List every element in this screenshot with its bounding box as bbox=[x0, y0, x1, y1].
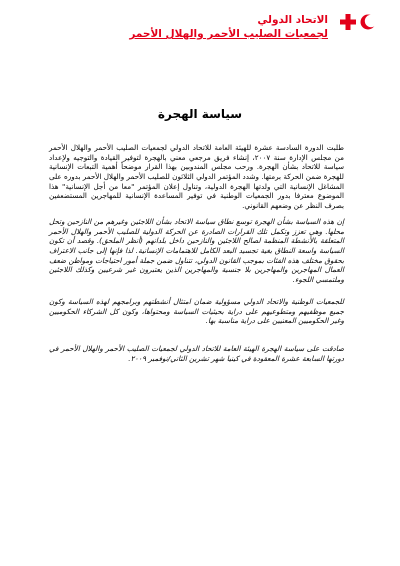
paragraph-4: صادقت على سياسة الهجرة الهيئة العامة للاتحاد الدولي لجمعيات الصليب الأحمر والهلال الأحمر في دورتها السابعة عشرة المعقودة في كينيا شهر تشرين الثاني/نوفمبر ٢٠٠٩. bbox=[49, 344, 344, 363]
red-crescent-emblem-icon bbox=[360, 14, 376, 34]
org-name-line2: لجمعيات الصليب الأحمر والهلال الأحمر bbox=[129, 28, 328, 40]
paragraph-3: للجمعيات الوطنية والاتحاد الدولي مسؤولية ضمان امتثال أنشطتهم وبرامجهم لهذه السياسة وكون جميع موظفيهم ومتطوعيهم على دراية بحيثيات السياسة ومحتواها، وكون كل الشركاء الحكوميين وغير الحكوميين المعنيين على دراية مناسبة بها. bbox=[49, 297, 344, 326]
document-title: سياسة الهجرة bbox=[157, 107, 243, 121]
org-name-line1: الاتحاد الدولي bbox=[257, 14, 328, 26]
paragraph-1: طلبت الدورة السادسة عشرة للهيئة العامة للاتحاد الدولي لجمعيات الصليب الأحمر والهلال الأحمر من مجلس الإدارة سنة ٢٠٠٧، إنشاء فريق مرجعي معني بالهجرة لتوفير القيادة والتوجيه ولإعداد سياسة للاتحاد بشأن الهجرة. ورحب مجلس المندوبين بهذا القرار موضحاً أهمية التبعات الإنسانية للهجرة ضمن الحركة برمتها. وشدد المؤتمر الدولي الثلاثون للصليب الأحمر والهلال الأحمر بدوره على المشاغل الإنسانية التي ولدتها الهجرة الدولية، وتناول إعلان المؤتمر "معا من أجل الإنسانية" هذا الموضوع معترفا بدور الجمعيات الوطنية في توفير المساعدة الإنسانية للمهاجرين المستضعفين بصرف النظر عن وضعهم القانوني. bbox=[49, 143, 345, 210]
red-cross-emblem-icon bbox=[340, 14, 356, 34]
paragraph-2: إن هذه السياسة بشأن الهجرة توسع نطاق سياسة الاتحاد بشأن اللاجئين وغيرهم من النازحين وتحل محلها. وهي تعزز وتكمل تلك القرارات الصادرة عن الحركة الدولية للصليب الأحمر والهلال الأحمر المتعلقة بالأنشطة المنظمة لصالح اللاجئين والنازحين داخل بلدانهم (أنظر الملحق). وقصد أن تكون السياسة واسعة النطاق بغية تجسيد البعد الكامل للاهتمامات الإنسانية. لذا فإنها إلى جانب الاعتراف بحقوق مختلف هذه الفئات بموجب القانون الدولي، تتناول ضمن جملة أمور احتياجات ومواطن ضعف العمال المهاجرين والمهاجرين بلا جنسية والمهاجرين الذين يعتبرون غير شرعيين وكذلك اللاجئين وملتمسي اللجوء. bbox=[49, 217, 344, 284]
header bbox=[129, 13, 376, 41]
emblems bbox=[340, 14, 376, 34]
org-name bbox=[129, 13, 328, 41]
